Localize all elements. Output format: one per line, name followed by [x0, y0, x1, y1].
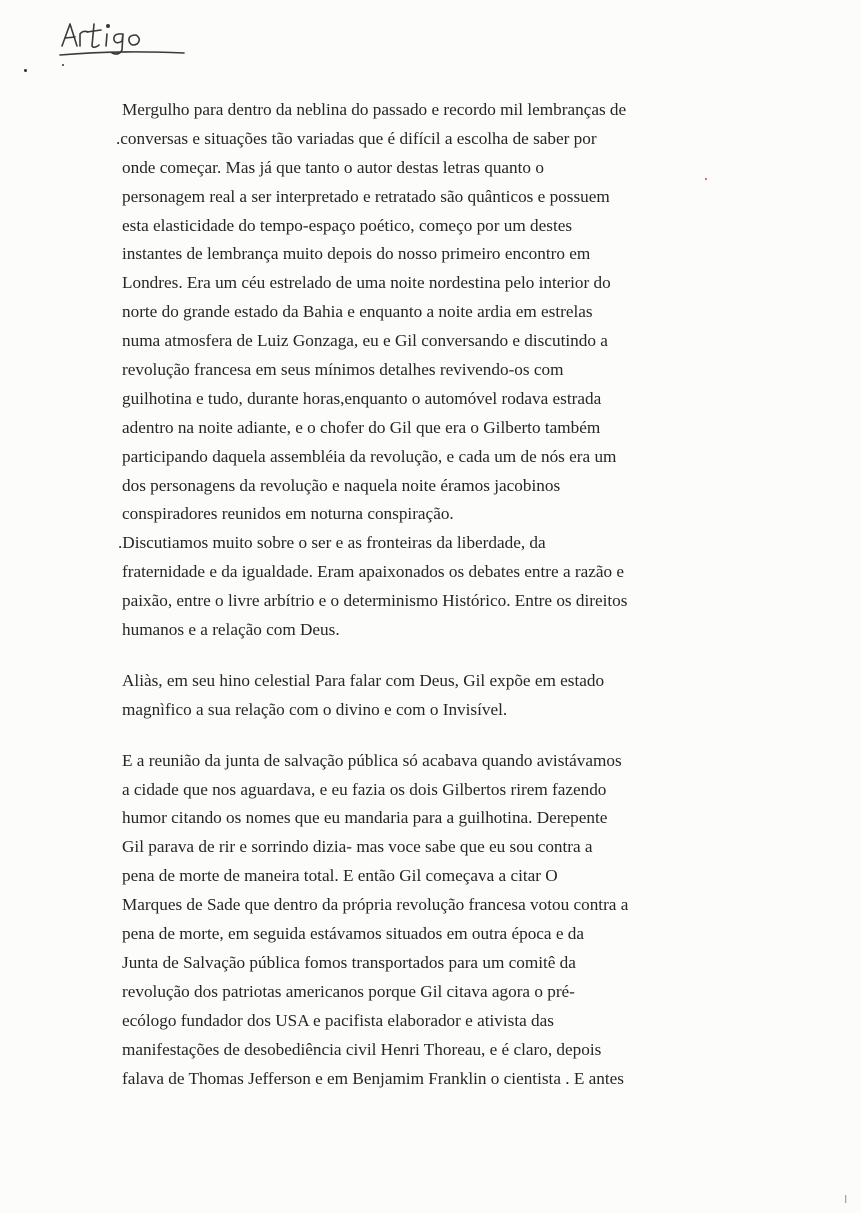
- text-line: instantes de lembrança muito depois do nosso primeiro encontro em: [122, 244, 591, 264]
- text-line: personagem real a ser interpretado e retratado são quânticos e possuem: [122, 186, 610, 206]
- paragraph-gap: [122, 725, 762, 747]
- text-line: numa atmosfera de Luiz Gonzaga, eu e Gil conversando e discutindo a: [122, 331, 608, 351]
- text-line: Londres. Era um céu estrelado de uma noite nordestina pelo interior do: [122, 273, 611, 293]
- text-line: magnìfico a sua relação com o divino e com o Invisível.: [122, 699, 508, 719]
- text-line: paixão, entre o livre arbítrio e o determinismo Histórico. Entre os direitos: [122, 591, 628, 611]
- text-line: norte do grande estado da Bahia e enquanto a noite ardia em estrelas: [122, 302, 593, 322]
- text-line: participando daquela assembléia da revolução, e cada um de nós era um: [122, 446, 617, 466]
- paragraph-gap: [122, 645, 762, 667]
- text-line: Aliàs, em seu hino celestial Para falar com Deus, Gil expõe em estado: [122, 670, 605, 690]
- text-line: .conversas e situações tão variadas que é difícil a escolha de saber por: [116, 128, 597, 148]
- text-line: manifestações de desobediência civil Henri Thoreau, e é claro, depois: [122, 1039, 602, 1059]
- text-line: humanos e a relação com Deus.: [122, 620, 340, 640]
- text-line: Marques de Sade que dentro da própria revolução francesa votou contra a: [122, 895, 629, 915]
- text-line: falava de Thomas Jefferson e em Benjamim Franklin o cientista . E antes: [122, 1068, 624, 1088]
- text-line: adentro na noite adiante, e o chofer do Gil que era o Gilberto também: [122, 417, 601, 437]
- stray-dot: [62, 64, 64, 66]
- text-line: esta elasticidade do tempo-espaço poético, começo por um destes: [122, 215, 573, 235]
- text-line: Mergulho para dentro da neblina do passado e recordo mil lembranças de: [122, 100, 627, 119]
- text-line: revolução francesa em seus mínimos detalhes revivendo-os com: [122, 360, 564, 380]
- article-body: [116, 96, 762, 1093]
- text-line: pena de morte, em seguida estávamos situados em outra época e da: [122, 924, 584, 944]
- paragraph: [122, 747, 762, 1094]
- text-line: onde começar. Mas já que tanto o autor destas letras quanto o: [122, 157, 544, 177]
- paragraph: [116, 96, 762, 645]
- handwritten-heading: [56, 8, 191, 60]
- paragraph: [122, 667, 762, 725]
- text-line: Gil parava de rir e sorrindo dizia- mas voce sabe que eu sou contra a: [122, 837, 593, 857]
- margin-mark: ǀ: [844, 1192, 847, 1206]
- text-line: revolução dos patriotas americanos porque Gil citava agora o pré-: [122, 981, 575, 1001]
- text-line: guilhotina e tudo, durante horas,enquanto o automóvel rodava estrada: [122, 388, 602, 408]
- text-line: Junta de Salvação pública fomos transportados para um comitê da: [122, 952, 576, 972]
- text-line: a cidade que nos aguardava, e eu fazia os dois Gilbertos rirem fazendo: [122, 779, 607, 799]
- text-line: ecólogo fundador dos USA e pacifista elaborador e ativista das: [122, 1010, 554, 1030]
- text-line: E a reunião da junta de salvação pública só acabava quando avistávamos: [122, 750, 622, 770]
- text-line: fraternidade e da igualdade. Eram apaixonados os debates entre a razão e: [122, 562, 625, 582]
- text-line: pena de morte de maneira total. E então Gil começava a citar O: [122, 866, 558, 886]
- text-line: humor citando os nomes que eu mandaria para a guilhotina. Derepente: [122, 808, 608, 828]
- text-line: .Discutiamos muito sobre o ser e as fronteiras da liberdade, da: [118, 533, 546, 553]
- text-line: dos personagens da revolução e naquela noite éramos jacobinos: [122, 475, 561, 495]
- text-line: conspiradores reunidos em noturna conspiração.: [122, 504, 454, 524]
- stray-dot: [24, 69, 27, 72]
